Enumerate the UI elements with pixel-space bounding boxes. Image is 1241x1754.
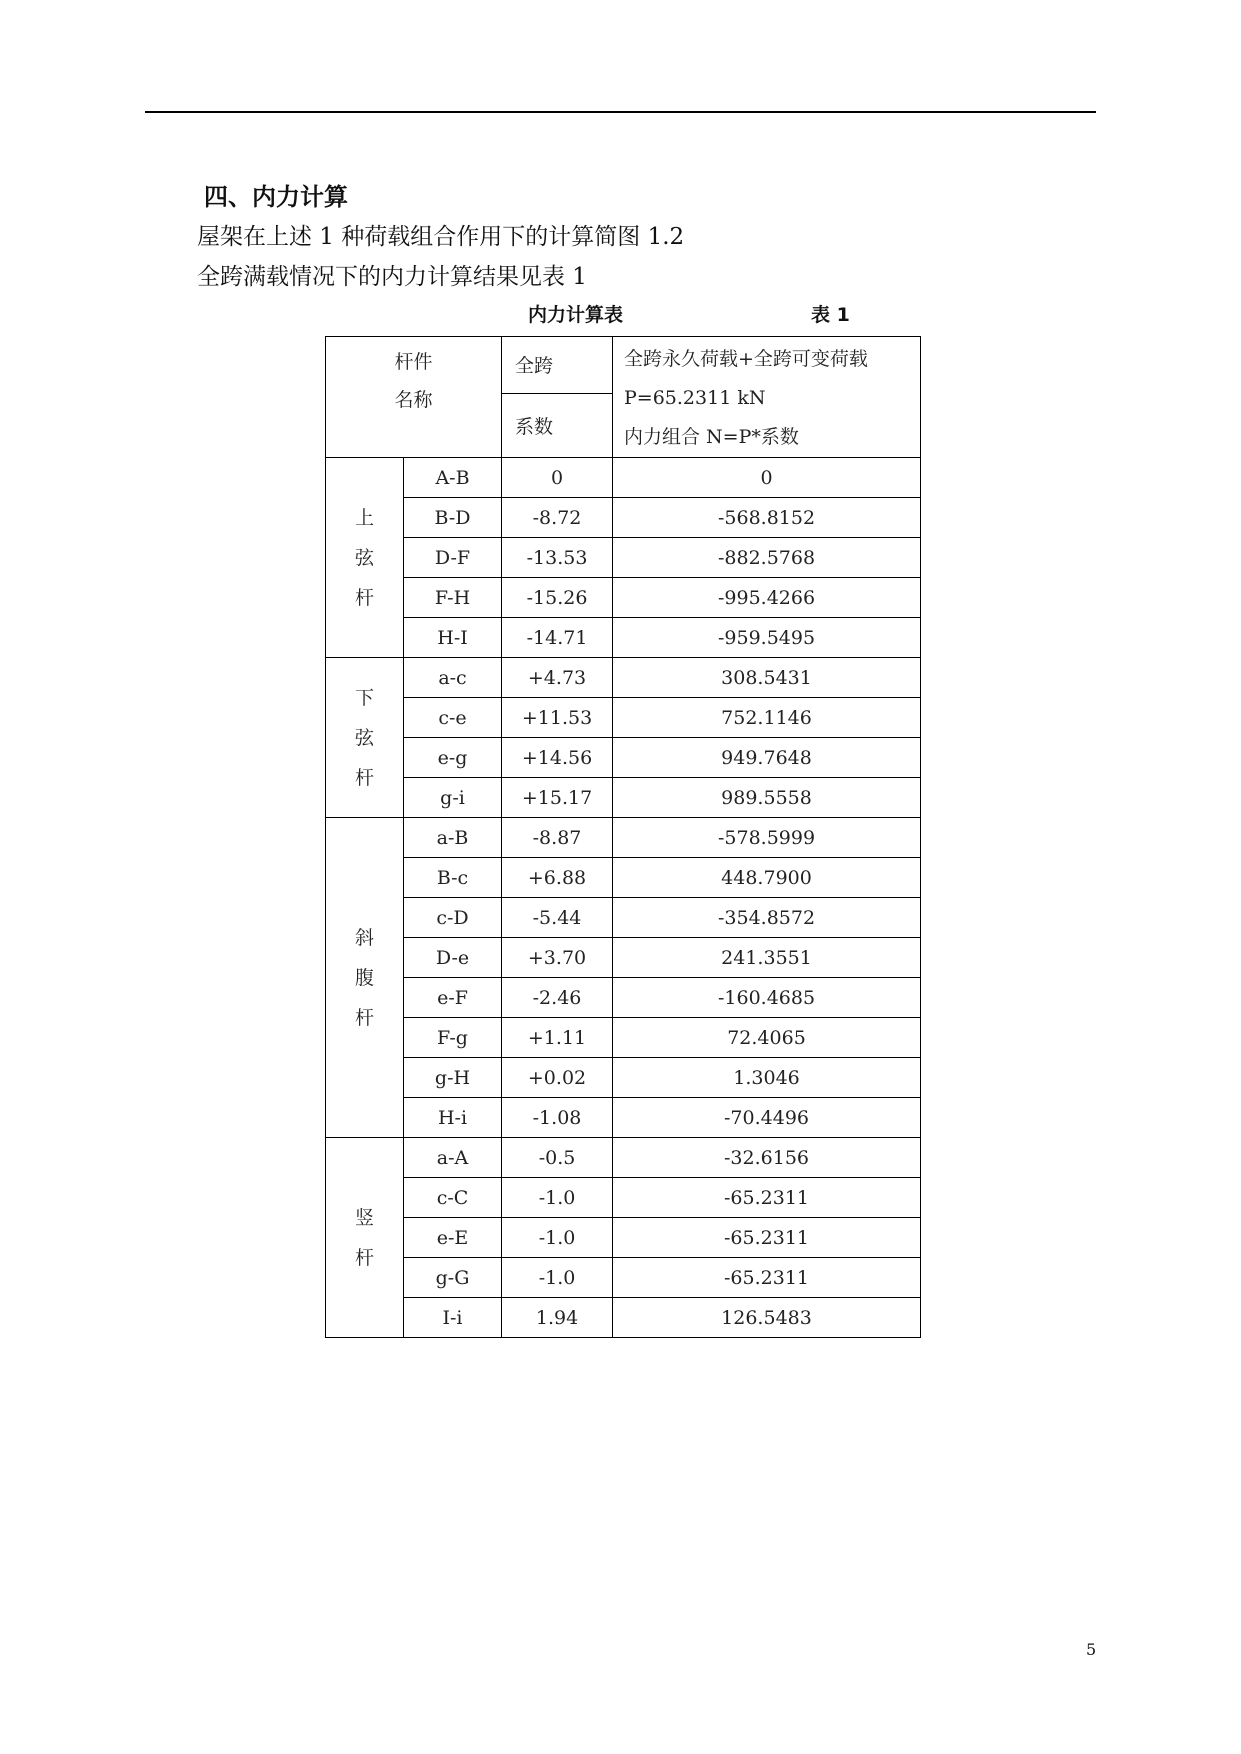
table-row — [326, 498, 921, 538]
coefficient-cell: +11.53 — [502, 698, 613, 738]
header-load-line1: 全跨永久荷载+全跨可变荷载 — [624, 348, 868, 370]
section-heading: 四、内力计算 — [204, 183, 348, 211]
internal-force-cell: 949.7648 — [613, 738, 921, 778]
member-name-cell: D-F — [404, 538, 502, 578]
table-row — [326, 538, 921, 578]
header-coefficient: 系数 — [502, 393, 613, 457]
table-row — [326, 1138, 921, 1178]
internal-force-cell: -65.2311 — [613, 1178, 921, 1218]
internal-force-cell: -32.6156 — [613, 1138, 921, 1178]
table-row — [326, 978, 921, 1018]
member-name-cell: B-D — [404, 498, 502, 538]
table-row — [326, 658, 921, 698]
coefficient-cell: +15.17 — [502, 778, 613, 818]
member-name-cell: F-H — [404, 578, 502, 618]
member-name-cell: I-i — [404, 1298, 502, 1338]
internal-force-cell: 752.1146 — [613, 698, 921, 738]
member-name-cell: e-F — [404, 978, 502, 1018]
header-member-name-line2: 名称 — [394, 389, 433, 411]
coefficient-cell: +14.56 — [502, 738, 613, 778]
member-name-cell: c-C — [404, 1178, 502, 1218]
member-name-cell: A-B — [404, 458, 502, 498]
internal-force-cell: -578.5999 — [613, 818, 921, 858]
table-row — [326, 738, 921, 778]
internal-force-cell: 241.3551 — [613, 938, 921, 978]
coefficient-cell: +0.02 — [502, 1058, 613, 1098]
table-row — [326, 778, 921, 818]
member-group-label-char: 腹 — [354, 966, 374, 989]
coefficient-cell: -1.08 — [502, 1098, 613, 1138]
coefficient-cell: -8.72 — [502, 498, 613, 538]
internal-force-cell: 448.7900 — [613, 858, 921, 898]
coefficient-cell: +1.11 — [502, 1018, 613, 1058]
coefficient-cell: -14.71 — [502, 618, 613, 658]
member-group-label-char: 下 — [354, 686, 374, 709]
coefficient-cell: +3.70 — [502, 938, 613, 978]
internal-force-cell: 0 — [613, 458, 921, 498]
coefficient-cell: 1.94 — [502, 1298, 613, 1338]
table-caption-title: 内力计算表 — [528, 304, 624, 326]
member-group-label-char: 弦 — [354, 546, 374, 569]
table-row — [326, 1298, 921, 1338]
coefficient-cell: -13.53 — [502, 538, 613, 578]
coefficient-cell: 0 — [502, 458, 613, 498]
member-name-cell: c-D — [404, 898, 502, 938]
internal-force-cell: 308.5431 — [613, 658, 921, 698]
member-name-cell: H-I — [404, 618, 502, 658]
member-group-label-char: 弦 — [354, 726, 374, 749]
internal-force-table-body — [326, 337, 921, 1338]
header-load-line2: P=65.2311 kN — [624, 387, 766, 409]
header-load-combination — [613, 337, 921, 458]
internal-force-cell: -568.8152 — [613, 498, 921, 538]
member-name-cell: g-G — [404, 1258, 502, 1298]
table-row — [326, 618, 921, 658]
table-row — [326, 938, 921, 978]
table-row — [326, 858, 921, 898]
member-name-cell: g-H — [404, 1058, 502, 1098]
member-name-cell: e-E — [404, 1218, 502, 1258]
table-header-row — [326, 337, 921, 394]
member-name-cell: a-c — [404, 658, 502, 698]
internal-force-cell: 126.5483 — [613, 1298, 921, 1338]
internal-force-cell: 989.5558 — [613, 778, 921, 818]
member-group-label-char: 杆 — [354, 766, 374, 789]
internal-force-cell: -65.2311 — [613, 1218, 921, 1258]
table-row — [326, 898, 921, 938]
header-load-line3: 内力组合 N=P*系数 — [624, 426, 799, 448]
table-row — [326, 458, 921, 498]
member-name-cell: g-i — [404, 778, 502, 818]
coefficient-cell: -0.5 — [502, 1138, 613, 1178]
table-row — [326, 818, 921, 858]
member-group-label-char: 竖 — [354, 1206, 374, 1229]
member-group-label-char: 杆 — [354, 1246, 374, 1269]
internal-force-table — [325, 336, 921, 1338]
coefficient-cell: +4.73 — [502, 658, 613, 698]
coefficient-cell: -15.26 — [502, 578, 613, 618]
header-member-name — [326, 337, 502, 458]
member-name-cell: H-i — [404, 1098, 502, 1138]
member-name-cell: c-e — [404, 698, 502, 738]
coefficient-cell: +6.88 — [502, 858, 613, 898]
table-row — [326, 1178, 921, 1218]
member-name-cell: a-A — [404, 1138, 502, 1178]
internal-force-cell: -959.5495 — [613, 618, 921, 658]
internal-force-cell: 1.3046 — [613, 1058, 921, 1098]
member-name-cell: a-B — [404, 818, 502, 858]
table-row — [326, 578, 921, 618]
table-row — [326, 1058, 921, 1098]
member-group-label-char: 斜 — [354, 926, 374, 949]
page-number: 5 — [1086, 1640, 1097, 1659]
internal-force-cell: -995.4266 — [613, 578, 921, 618]
internal-force-cell: 72.4065 — [613, 1018, 921, 1058]
header-span: 全跨 — [502, 337, 613, 394]
table-row — [326, 1098, 921, 1138]
table-row — [326, 1018, 921, 1058]
coefficient-cell: -2.46 — [502, 978, 613, 1018]
member-name-cell: B-c — [404, 858, 502, 898]
coefficient-cell: -5.44 — [502, 898, 613, 938]
member-group-label-char: 杆 — [354, 586, 374, 609]
member-name-cell: D-e — [404, 938, 502, 978]
table-row — [326, 1258, 921, 1298]
coefficient-cell: -1.0 — [502, 1258, 613, 1298]
internal-force-cell: -160.4685 — [613, 978, 921, 1018]
coefficient-cell: -1.0 — [502, 1218, 613, 1258]
table-row — [326, 698, 921, 738]
internal-force-cell: -882.5768 — [613, 538, 921, 578]
member-group-label-char: 杆 — [354, 1006, 374, 1029]
member-name-cell: F-g — [404, 1018, 502, 1058]
coefficient-cell: -1.0 — [502, 1178, 613, 1218]
member-group-label-char: 上 — [354, 506, 374, 529]
paragraph-line-2: 全跨满载情况下的内力计算结果见表 1 — [197, 264, 587, 290]
internal-force-cell: -70.4496 — [613, 1098, 921, 1138]
table-caption-number: 表 1 — [811, 304, 850, 326]
header-member-name-line1: 杆件 — [394, 351, 433, 373]
paragraph-line-1: 屋架在上述 1 种荷载组合作用下的计算简图 1.2 — [197, 224, 685, 250]
internal-force-cell: -65.2311 — [613, 1258, 921, 1298]
member-group-label — [326, 658, 404, 818]
coefficient-cell: -8.87 — [502, 818, 613, 858]
member-group-label — [326, 458, 404, 658]
member-group-label — [326, 818, 404, 1138]
member-name-cell: e-g — [404, 738, 502, 778]
member-group-label — [326, 1138, 404, 1338]
table-row — [326, 1218, 921, 1258]
header-rule — [145, 111, 1096, 113]
internal-force-cell: -354.8572 — [613, 898, 921, 938]
